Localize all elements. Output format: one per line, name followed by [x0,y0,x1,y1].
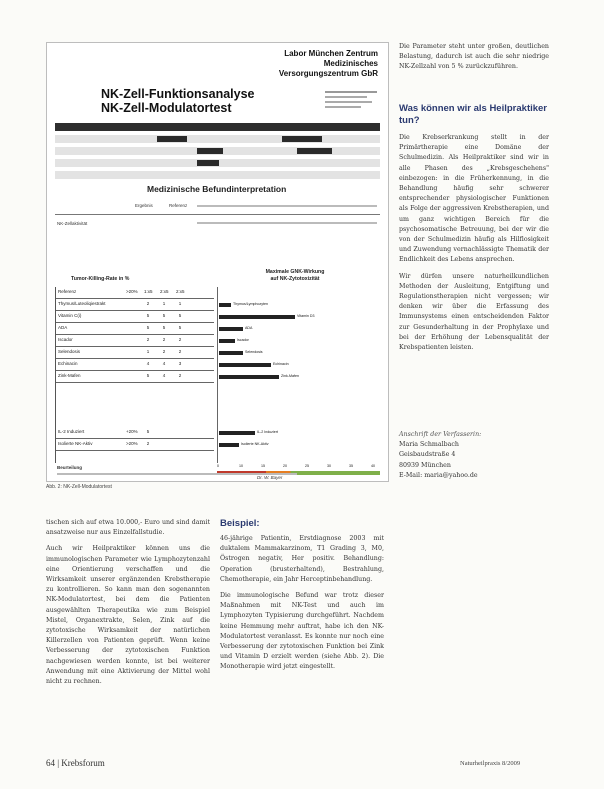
nk-bar-chart [217,287,381,463]
table-row [56,299,214,311]
row-value: 2 [146,301,150,306]
author-address [399,430,549,481]
row-value: 2 [146,337,150,342]
address-email: E-Mail: maria@yahoo.de [399,471,478,479]
lab-header [279,49,378,79]
report-title-line2: NK-Zell-Modulatortest [101,101,232,115]
chart-tick-label: 15 [261,464,265,468]
bewertung-label: Beurteilung [57,465,83,470]
lab-name-line: Versorgungszentrum GbR [278,69,378,78]
table-col-header: 2:x5 [176,289,185,294]
row-value: >20% [126,441,138,446]
chart-x-axis [217,463,380,471]
chart-bar-label: Echinacin [273,362,289,366]
row-label: Zink-Mafen [58,373,81,378]
right-column [399,133,549,359]
row-value: 2 [162,349,166,354]
chart-tick-label: 25 [305,464,309,468]
chart-tick-label: 10 [239,464,243,468]
lab-report-figure [46,42,389,482]
lab-name-line: Medizinisches [323,59,378,68]
paragraph: 46-jährige Patientin, Erstdiagnose 2003 mit duktalem Mammakarzinom, T1 Grading 3, M0, Östrogen negativ, Her positiv. Behandlung: Operation (brusterhaltend), Bestrahlung, Chemotherapie, ein Jahr Herceptinbehandlung. [220,535,384,583]
col-referenz: Referenz [169,203,188,208]
table-header: Tumor-Killing-Rate in % [71,276,130,282]
chart-bar-label: IL-2 Induziert [257,430,278,434]
table-header-row [56,287,214,299]
chart-bar [219,363,271,367]
row-value: 5 [146,313,150,318]
chart-bar [219,351,243,355]
chart-bar [219,303,231,307]
table-col-header: Referenz [58,289,77,294]
row-label: Iscador [58,337,73,342]
chart-bar [219,375,279,379]
row-value: 4 [162,361,166,366]
chart-bar [219,443,239,447]
table-col-header: 1:x5 [144,289,153,294]
address-name: Maria Schmalbach [399,441,459,449]
lab-address-block [325,91,377,113]
address-city: 80939 München [399,461,451,469]
report-title [101,87,255,115]
divider [55,214,380,215]
page-footer-left: 64 | Krebsforum [46,758,105,768]
redaction [297,148,332,154]
row-value: 4 [162,373,166,378]
chart-tick-label: 20 [283,464,287,468]
address-label: Anschrift der Verfasserin: [399,431,482,438]
row-value: 2 [146,441,150,446]
chart-tick-label: 40 [371,464,375,468]
row-value: 5 [178,325,182,330]
chart-header [245,269,345,283]
paragraph: Die Krebserkrankung stellt in der Primärtherapie eine Domäne der Schulmedizin. Als Heilpraktiker sind wir in alle Phasen des „Krebsgeschehens" einbezogen: in die Früherkennung, in die Behandlung häufig sehr schwerer entsprechender physiologischer Funktionen als Folge der aggressiven Krebstherapien, und um ganz wichtigen Bereich für die psychosomatische Betreuung, bei der wir die von der Schulmedizin häufig als Hilflosigkeit und Zuwendung vernachlässigte Thematik der Endlichkeit des Lebens ansprechen. [399,134,549,264]
paragraph: Auch wir Heilpraktiker können uns die immunologischen Parameter wie Lymphozytenzahl eine Orientierung verschaffen und die Wirksamkeit unserer ergänzenden Krebstherapie zu kontrollieren. So kann man den sogenannten NK-Modulatortest, bei dem die Patienten ausgewählten Therapeutika wie zum Beispiel Mistel, Organextrakte, Selen, Zink auf die zytotoxische Wirksamkeit der natürlichen Killerzellen von Patienten geprüft. Wenn keine Verbesserung der zytotoxischen Funktion nachgewiesen werden konnte, ist bei weiterer Anwendung mit eine Aktivierung der Mittel wohl nicht zu rechnen. [46,545,210,686]
chart-bar-label: Iscador [237,338,249,342]
row-value: 4 [146,361,150,366]
lab-name-line: Labor München Zentrum [284,49,378,58]
right-top-paragraph: Die Parameter steht unter großen, deutlichen Belastung, dadurch ist auch die sehr niedrige NK-Zellzahl von 5 % zurückzuführen. [399,43,549,71]
row-label: Thymus/Luteoliqiestrakt [58,301,106,306]
table-row [56,439,214,451]
chart-tick-label: 35 [349,464,353,468]
patient-info-row [55,171,380,179]
section-title: Medizinische Befundinterpretation [147,184,287,194]
table-col-header: 2:x5 [160,289,169,294]
row-label: IL-2 Induziert [58,429,85,434]
address-street: Geisbaudstraße 4 [399,451,456,459]
row-label: Selendosis [58,349,81,354]
row-value: 5 [146,429,150,434]
chart-bar-label: Thymus/Lymphozyten [233,302,269,306]
table-row [56,427,214,439]
row-value: 1 [146,349,150,354]
redaction [197,160,219,166]
row-value: 2 [178,349,182,354]
row-value: 5 [146,325,150,330]
patient-info-bar [55,123,380,131]
left-column [46,518,210,693]
patient-info-row [55,135,380,143]
redaction [197,148,223,154]
redaction [157,136,187,142]
chart-tick-label: 0 [217,464,219,468]
chart-bar-label: Isolierte NK-Aktiv [241,442,269,446]
report-title-line1: NK-Zell-Funktionsanalyse [101,87,255,101]
row-value: 2 [178,373,182,378]
table-row [56,359,214,371]
table-row [56,335,214,347]
row-label: Vitamin C(i) [58,313,82,318]
redaction [282,136,322,142]
table-row [56,347,214,359]
middle-column [220,534,384,679]
figure-caption: Abb. 2: NK-Zell-Modulatortest [46,484,112,490]
chart-bar-label: Vitamin D3 [297,314,315,318]
row-value: 5 [146,373,150,378]
text-line [197,205,377,207]
chart-bar-label: Zink-Mafen [281,374,299,378]
row-value: 5 [162,325,166,330]
page-footer-right: Naturheilpraxis 8/2009 [460,760,521,767]
paragraph: Die immunologische Befund war trotz dieser Maßnahmen mit NK-Test und auch im Lymphozyten Typisierung durchgeführt. Nachdem keine Hemmung mehr auftrat, habe ich den NK-Modulatortest veranlasst. Es konnte nur noch eine Verbesserung der zytotoxischen Funktion bei Zink und Vitamin D erzielt werden (siehe Abb. 2). Die Monotherapie wird jetzt eingestellt. [220,592,384,671]
chart-bar [219,339,235,343]
signature: Dr. W. Bayer [257,475,283,480]
paragraph: Wir dürfen unsere naturheilkundlichen Methoden der Ausleitung, Entgiftung und Regulationstherapien nicht vergessen; wir denken wir über die Erfassung des Immunsystems einen entscheidenden Faktor zur Gesunderhaltung in der Prophylaxe und bei der Erhöhung der Lebensqualität der Krebspatienten leisten. [399,272,549,352]
chart-header-line: Maximale GNK-Wirkung [265,269,325,275]
table-row [56,323,214,335]
row-value: 1 [178,301,182,306]
heading-right: Was können wir als Heilpraktiker tun? [399,103,548,126]
heading-beispiel: Beispiel: [220,518,260,529]
row-label: Echinacin [58,361,78,366]
row-label: ADA [58,325,68,330]
chart-header-line: auf NK-Zytotoxizität [270,276,320,282]
chart-bar [219,431,255,435]
col-ergebnis: Ergebnis [135,203,153,208]
table-row [56,311,214,323]
nk-label: NK-Zellaktivität [57,221,88,226]
chart-bar-label: ADA [245,326,253,330]
row-label: Isolierte NK-Aktiv [58,441,93,446]
chart-tick-label: 30 [327,464,331,468]
chart-bar [219,327,243,331]
chart-bar-label: Selendosis [245,350,263,354]
chart-bar [219,315,295,319]
text-line [197,222,377,224]
row-value: +20% [126,429,138,434]
row-value: 1 [162,301,166,306]
table-col-header: >20% [126,289,138,294]
row-value: 2 [178,337,182,342]
table-row [56,371,214,383]
row-value: 2 [162,337,166,342]
row-value: 5 [162,313,166,318]
row-value: 3 [178,361,182,366]
tumor-killing-table [55,287,214,463]
paragraph: tischen sich auf etwa 10.000,- Euro und sind damit ansatzweise nur aus Einzelfallstudie. [46,519,210,537]
row-value: 5 [178,313,182,318]
